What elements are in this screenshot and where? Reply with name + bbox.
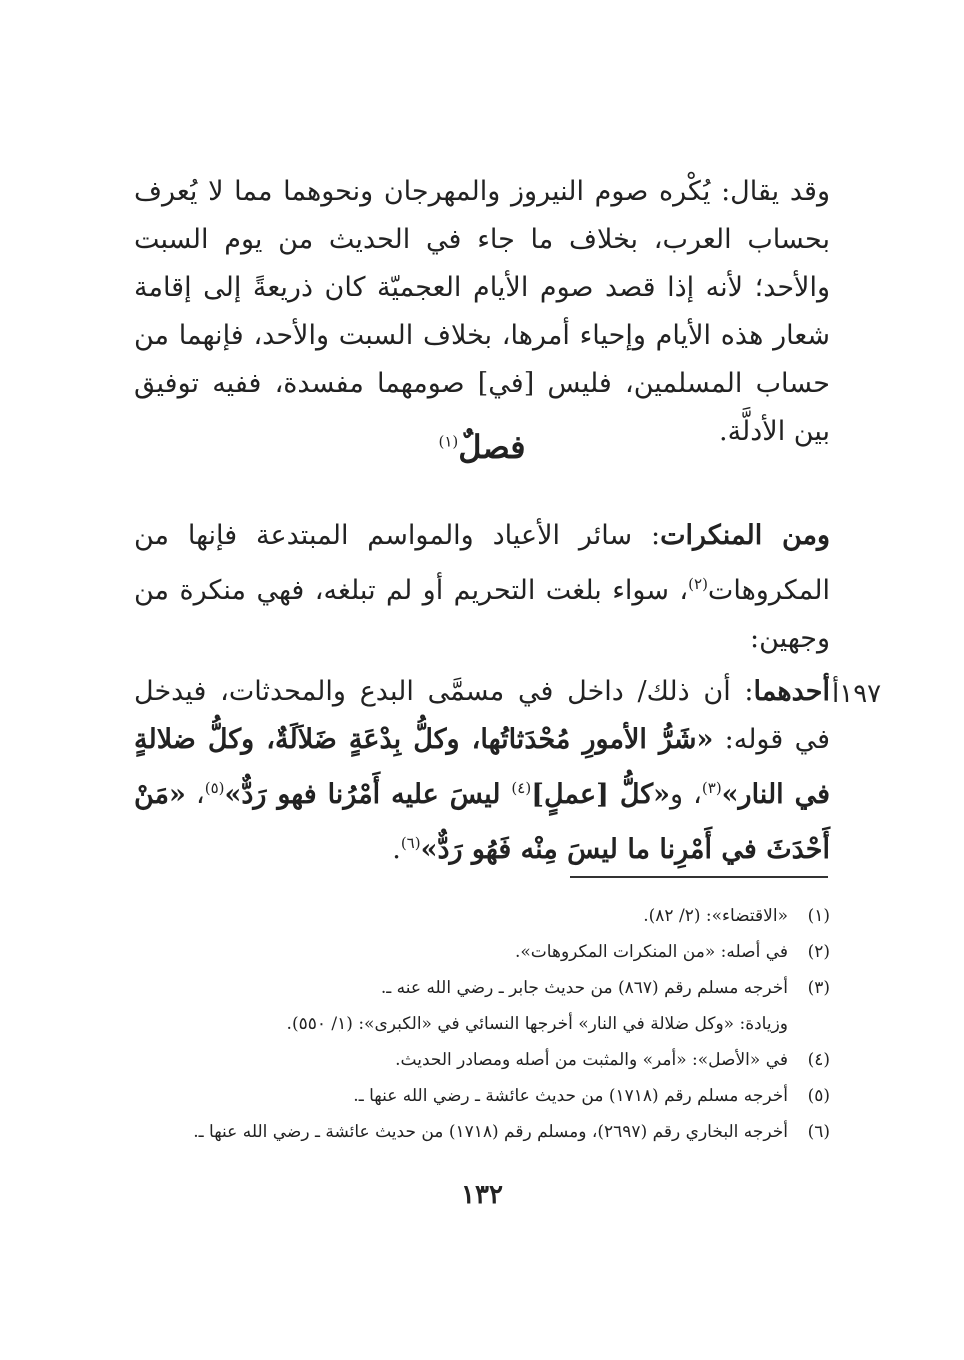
footnote-text: أخرجه مسلم رقم (١٧١٨) من حديث عائشة ـ رضي الله عنها ـ. (353, 1086, 788, 1106)
footnote-text: أخرجه مسلم رقم (٨٦٧) من حديث جابر ـ رضي الله عنه ـ. (380, 978, 788, 998)
hadith-quote-3: «مَنْ أَحْدَثَ في أَمْرِنا ما ليسَ مِنْه فَهُو رَدٌّ» (134, 779, 830, 865)
footnote-ref-5: (٥) (204, 779, 225, 797)
footnote-number: (١) (807, 906, 830, 926)
section-heading (0, 428, 964, 466)
footnote-item (134, 1114, 830, 1150)
paragraph-nawruz: وقد يقال: يُكْره صوم النيروز والمهرجان ونحوهما مما لا يُعرف بحساب العرب، بخلاف ما جاء في الحديث من يوم السبت والأحد؛ لأنه إذا قصد صوم الأيام العجميّة كان ذريعةً إلى إقامة شعار هذه الأيام وإحياء أمرها، بخلاف السبت والأحد، فإنهما من حساب المسلمين، فليس [في] صومهما مفسدة، ففيه توفيق بين الأدلَّة. (134, 176, 830, 447)
paragraph3-text-d: . (392, 834, 401, 865)
footnote-text: في أصله: «من المنكرات المكروهات». (514, 942, 788, 962)
footnote-text: «الاقتضاء»: (٢/ ٨٢). (643, 906, 788, 926)
footnote-number: (٥) (807, 1086, 830, 1106)
footnote-item (134, 934, 830, 970)
footnotes (134, 898, 830, 1150)
footnote-number: (٣) (807, 978, 830, 998)
hadith-quote-1: «شَرُّ الأمورِ مُحْدَثاتُها، وكلُّ بِدْعَةٍ ضَلاَلَةٌ، وكلُّ ضلالةٍ في النار» (134, 724, 831, 810)
paragraph2-text-b: ، سواء بلغت التحريم أو لم تبلغه، فهي منكرة من وجهين: (134, 575, 830, 654)
footnote-separator (570, 876, 828, 878)
footnote-text: أخرجه البخاري رقم (٢٦٩٧)، ومسلم رقم (١٧١٨) من حديث عائشة ـ رضي الله عنها ـ. (193, 1122, 788, 1142)
hadith-quote-2b: ليسَ عليه أَمْرُنا فهو رَدٌّ» (224, 779, 512, 810)
hadith-quote-2a: «كلُّ [عملٍ] (531, 779, 671, 810)
paragraph3-text-a: : أن ذلك/ داخل في مسمَّى البدع والمحدثات، فيدخل في قوله: (134, 676, 830, 755)
footnote-number: (٤) (807, 1050, 830, 1070)
paragraph3-text-b: ، و (670, 779, 702, 810)
paragraph2-lead: ومن المنكرات (660, 520, 831, 551)
footnote-text: وزيادة: «وكل ضلالة في النار» أخرجها النسائي في «الكبرى»: (١/ ٥٥٠). (286, 1014, 788, 1034)
paragraph2-text-a: : سائر الأعياد والمواسم المبتدعة فإنها من المكروهات (134, 520, 830, 606)
footnote-number: (٢) (807, 942, 830, 962)
paragraph3-lead: أحدهما (753, 676, 830, 707)
footnote-ref-4: (٤) (511, 779, 532, 797)
heading-footnote-ref: (١) (438, 432, 459, 451)
heading-text: فصلٌ (458, 428, 526, 466)
footnote-item (134, 1078, 830, 1114)
page-number: ١٣٢ (461, 1180, 503, 1210)
footnote-ref-2: (٢) (688, 575, 708, 593)
footnote-item (134, 970, 830, 1006)
footnote-ref-6: (٦) (400, 834, 421, 852)
footnote-continuation (134, 1006, 830, 1042)
manuscript-folio-note: ١٩٧أ (832, 679, 882, 709)
paragraph3-text-c: ، (185, 779, 205, 810)
footnote-text: في «الأصل»: «أمر» والمثبت من أصله ومصادر الحديث. (395, 1050, 788, 1070)
footnote-item (134, 1042, 830, 1078)
paragraph-munkarat (134, 512, 830, 663)
footnote-item (134, 898, 830, 934)
footnote-ref-3: (٣) (701, 779, 722, 797)
paragraph-first-reason (134, 668, 830, 874)
footnote-number: (٦) (807, 1122, 830, 1142)
